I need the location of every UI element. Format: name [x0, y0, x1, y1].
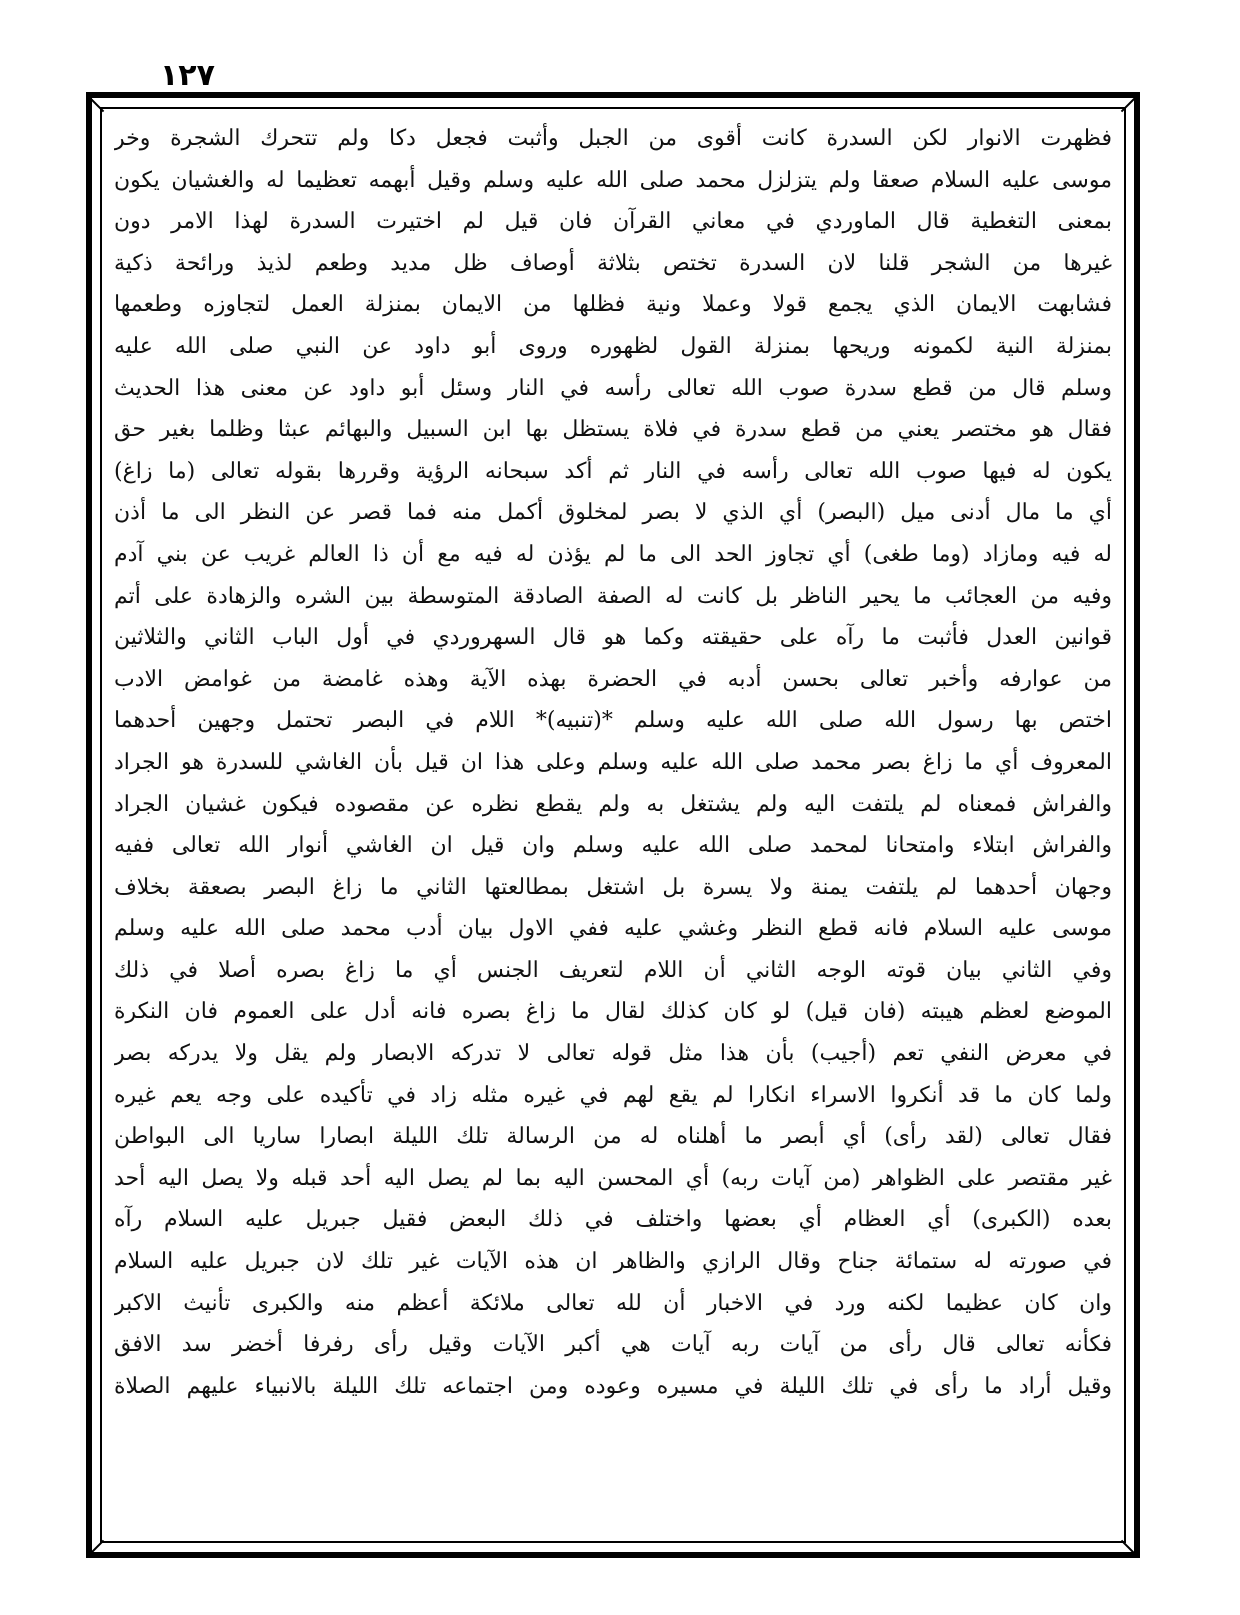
text-line: وسلم قال من قطع سدرة صوب الله تعالى رأسه في النار وسئل أبو داود عن معنى هذا الحديث: [114, 375, 1112, 401]
text-line: ولما كان ما قد أنكروا الاسراء انكارا لم يقع لهم في غيره مثله زاد في تأكيده على وجه يعم غيره: [114, 1082, 1112, 1108]
text-line: وجهان أحدهما لم يلتفت يمنة ولا يسرة بل اشتغل بمطالعتها الثاني ما زاغ البصر بصعقة بخلاف: [114, 874, 1112, 900]
text-line: فظهرت الانوار لكن السدرة كانت أقوى من الجبل وأثبت فجعل دكا ولم تتحرك الشجرة وخر: [114, 126, 1112, 151]
text-line: في صورته له ستمائة جناح وقال الرازي والظاهر ان هذه الآيات غير تلك لان جبريل عليه السلام: [114, 1249, 1112, 1275]
text-line: فكأنه تعالى قال رأى من آيات ربه آيات هي أكبر الآيات وقيل رأى رفرفا أخضر سد الافق: [114, 1332, 1112, 1358]
text-line: بمنزلة النية لكمونه وريحها بمنزلة القول لظهوره وروى أبو داود عن النبي صلى الله عليه: [114, 333, 1112, 359]
text-line: اختص بها رسول الله صلى الله عليه وسلم *(تنبيه)* اللام في البصر تحتمل وجهين أحدهما: [114, 708, 1112, 734]
text-line: بمعنى التغطية قال الماوردي في معاني القرآن فان قيل لم اختيرت السدرة لهذا الامر دون: [114, 209, 1112, 235]
text-line: غيرها من الشجر قلنا لان السدرة تختص بثلاثة أوصاف ظل مديد وطعم لذيذ ورائحة ذكية: [114, 250, 1112, 276]
text-line: قوانين العدل فأثبت ما رآه على حقيقته وكما هو قال السهروردي في أول الباب الثاني والثلاثين: [114, 625, 1112, 651]
main-text-block: [114, 118, 1112, 1534]
text-line: والفراش ابتلاء وامتحانا لمحمد صلى الله عليه وسلم وان قيل ان الغاشي أنوار الله تعالى ففيه: [114, 833, 1112, 859]
text-line: فشابهت الايمان الذي يجمع قولا وعملا ونية فظلها من الايمان بمنزلة العمل لتجاوزه وطعمها: [114, 292, 1112, 318]
text-line: وقيل أراد ما رأى في تلك الليلة في مسيره وعوده ومن اجتماعه تلك الليلة بالانبياء عليهم الصلاة: [114, 1373, 1112, 1399]
text-line: الموضع لعظم هيبته (فان قيل) لو كان كذلك لقال ما زاغ بصره فانه أدل على العموم فان النكرة: [114, 999, 1112, 1025]
text-line: موسى عليه السلام صعقا ولم يتزلزل محمد صلى الله عليه وسلم وقيل أبهمه تعظيما له والغشيان يكون: [114, 167, 1112, 193]
text-line: من عوارفه وأخبر تعالى بحسن أدبه في الحضرة بهذه الآية وهذه غامضة من غوامض الادب: [114, 666, 1112, 692]
text-line: فقال هو مختصر يعني من قطع سدرة في فلاة يستظل بها ابن السبيل والبهائم عبثا وظلما بغير حق: [114, 417, 1112, 443]
text-line: أي ما مال أدنى ميل (البصر) أي الذي لا بصر لمخلوق أكمل منه فما قصر عن النظر الى ما أذن: [114, 500, 1112, 526]
text-line: بعده (الكبرى) أي العظام أي بعضها واختلف في ذلك البعض فقيل جبريل عليه السلام رآه: [114, 1207, 1112, 1233]
text-line: وفي الثاني بيان قوته الوجه الثاني أن اللام لتعريف الجنس أي ما زاغ بصره أصلا في ذلك: [114, 957, 1112, 983]
page-number: ١٢٧: [160, 58, 215, 93]
text-line: وان كان عظيما لكنه ورد في الاخبار أن لله تعالى ملائكة أعظم منه والكبرى تأنيث الاكبر: [114, 1290, 1112, 1316]
text-line: وفيه من العجائب ما يحير الناظر بل كانت له الصفة الصادقة المتوسطة بين الشره والزهادة على أتم: [114, 583, 1112, 609]
text-line: فقال تعالى (لقد رأى) أي أبصر ما أهلناه له من الرسالة تلك الليلة ابصارا ساريا الى البواطن: [114, 1124, 1112, 1150]
text-line: موسى عليه السلام فانه قطع النظر وغشي عليه ففي الاول بيان أدب محمد صلى الله عليه وسلم: [114, 916, 1112, 942]
text-line: يكون له فيها صوب الله تعالى رأسه في النار ثم أكد سبحانه الرؤية وقررها بقوله تعالى (ما زاغ): [114, 458, 1112, 484]
text-line: في معرض النفي تعم (أجيب) بأن هذا مثل قوله تعالى لا تدركه الابصار ولم يقل ولا يدركه بصر: [114, 1041, 1112, 1067]
text-line: له فيه ومازاد (وما طغى) أي تجاوز الحد الى ما لم يؤذن له فيه مع أن ذا العالم غريب عن بني آدم: [114, 541, 1112, 567]
text-line: المعروف أي ما زاغ بصر محمد صلى الله عليه وسلم وعلى هذا ان قيل بأن الغاشي للسدرة هو الجراد: [114, 749, 1112, 775]
text-line: والفراش فمعناه لم يلتفت اليه ولم يشتغل به ولم يقطع نظره عن مقصوده فيكون غشيان الجراد: [114, 791, 1112, 817]
text-line: غير مقتصر على الظواهر (من آيات ربه) أي المحسن اليه بما لم يصل اليه أحد قبله ولا يصل اليه أحد: [114, 1165, 1112, 1191]
